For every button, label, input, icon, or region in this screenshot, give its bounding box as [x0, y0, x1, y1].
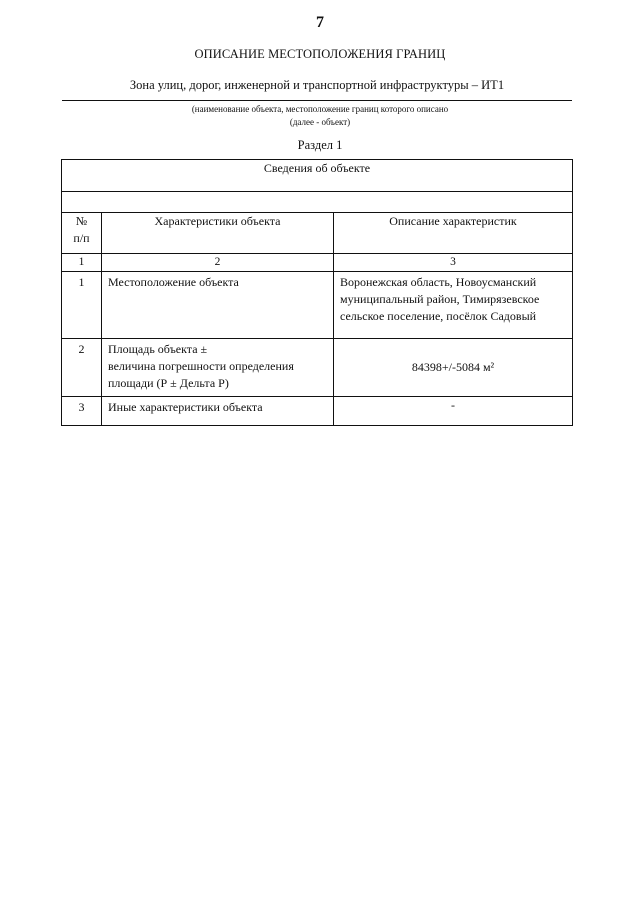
table-row — [62, 397, 573, 426]
row-characteristic: Местоположение объекта — [102, 272, 334, 339]
table-header-row — [62, 213, 573, 254]
document-title: ОПИСАНИЕ МЕСТОПОЛОЖЕНИЯ ГРАНИЦ — [194, 47, 446, 61]
row-number: 3 — [62, 397, 102, 426]
table-row — [62, 339, 573, 397]
header-description: Описание характеристик — [334, 213, 573, 254]
column-number-2: 2 — [102, 254, 334, 272]
table-row — [62, 272, 573, 339]
row-value: Воронежская область, Новоусманский муниципальный район, Тимирязевское сельское поселение, посёлок Садовый — [334, 272, 573, 339]
column-number-3: 3 — [334, 254, 573, 272]
table-spacer-row — [62, 192, 573, 213]
object-name-underline — [62, 100, 572, 101]
table-spacer-cell — [62, 192, 573, 213]
row-number: 1 — [62, 272, 102, 339]
header-number-line-2: п/п — [73, 231, 90, 245]
object-name: Зона улиц, дорог, инженерной и транспортной инфраструктуры – ИТ1 — [129, 78, 505, 92]
page-number: 7 — [316, 14, 324, 31]
table-column-numbers-row — [62, 254, 573, 272]
row-characteristic-line-2: величина погрешности определения — [108, 359, 294, 373]
row-characteristic-line-1: Площадь объекта ± — [108, 342, 208, 356]
header-characteristics: Характеристики объекта — [102, 213, 334, 254]
table-section-title-row — [62, 160, 573, 192]
section-label: Раздел 1 — [297, 138, 343, 152]
object-name-caption-line-2: (далее - объект) — [289, 117, 351, 127]
row-value: - — [334, 397, 573, 426]
object-name-caption-line-1: (наименование объекта, местоположение границ которого описано — [191, 104, 449, 114]
row-characteristic-line-3: площади (Р ± Дельта Р) — [108, 376, 229, 390]
header-number — [62, 213, 102, 254]
row-characteristic: Иные характеристики объекта — [102, 397, 334, 426]
row-value: 84398+/-5084 м² — [334, 339, 573, 397]
row-number: 2 — [62, 339, 102, 397]
object-info-table — [61, 159, 573, 426]
table-section-title: Сведения об объекте — [62, 160, 573, 192]
column-number-1: 1 — [62, 254, 102, 272]
row-characteristic — [102, 339, 334, 397]
header-number-line-1: № — [75, 214, 88, 228]
